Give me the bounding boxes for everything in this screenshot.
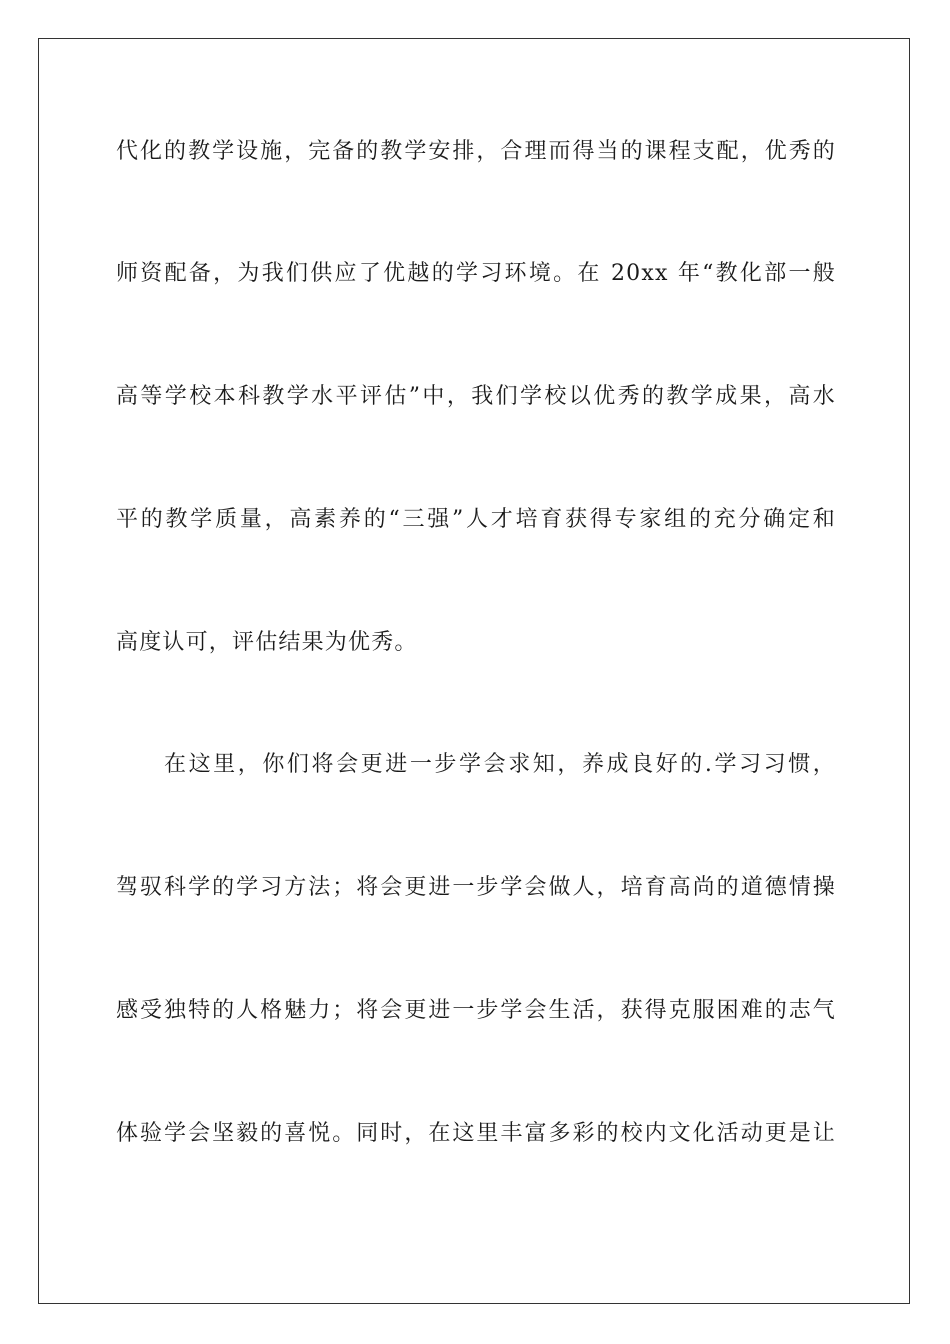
paragraph-first-line: 在这里，你们将会更进一步学会求知，养成良好的.学习习惯，: [164, 752, 836, 777]
text-line: 高度认可，评估结果为优秀。: [116, 630, 418, 655]
text-line: 平的教学质量，高素养的“三强”人才培育获得专家组的充分确定和: [116, 507, 836, 532]
text-line: 体验学会坚毅的喜悦。同时，在这里丰富多彩的校内文化活动更是让: [116, 1121, 836, 1146]
text-line: 代化的教学设施，完备的教学安排，合理而得当的课程支配，优秀的: [116, 139, 836, 164]
text-line: 高等学校本科教学水平评估”中，我们学校以优秀的教学成果，高水: [116, 384, 836, 409]
text-line: 师资配备，为我们供应了优越的学习环境。在 20xx 年“教化部一般: [116, 261, 836, 286]
text-line: 驾驭科学的学习方法；将会更进一步学会做人，培育高尚的道德情操: [116, 875, 836, 900]
text-line: 感受独特的人格魅力；将会更进一步学会生活，获得克服困难的志气: [116, 998, 836, 1023]
